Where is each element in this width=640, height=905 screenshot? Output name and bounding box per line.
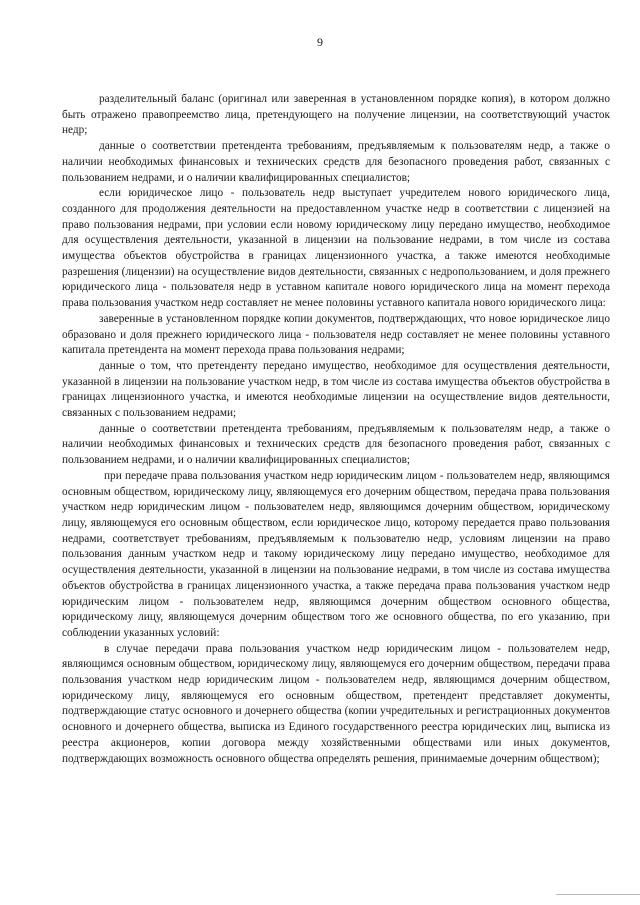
paragraph: данные о том, что претенденту передано имущество, необходимое для осуществления деятельности, указанной в лицензии на пользование участком недр, в том числе из состава имущества объектов обустройства в границах лицензионного участка, и имеются необходимые лицензии на осуществление видов деятельности, связанных с пользованием недрами; [62, 359, 610, 420]
scan-edge-line [556, 894, 640, 895]
document-body [62, 92, 610, 767]
paragraph: заверенные в установленном порядке копии документов, подтверждающих, что новое юридическое лицо образовано и доля прежнего юридического лица - пользователя недр составляет не менее половины уставного капитала претендента на момент перехода права пользования недрами; [62, 312, 610, 357]
paragraph: если юридическое лицо - пользователь недр выступает учредителем нового юридического лица, созданного для продолжения деятельности на предоставленном участке недр в соответствии с лицензией на право пользования недрами, при условии если новому юридическому лицу передано имущество, необходимое для осуществления деятельности, указанной в лицензии на пользование недрами, в том числе из состава имущества объектов обустройства в границах лицензионного участка, а также имеются необходимые разрешения (лицензии) на осуществление видов деятельности, связанных с недропользованием, и доля прежнего юридического лица - пользователя недр в уставном капитале нового юридического лица на момент перехода права пользования участком недр составляет не менее половины уставного капитала нового юридического лица: [62, 187, 610, 310]
paragraph: разделительный баланс (оригинал или заверенная в установленном порядке копия), в котором должно быть отражено правопреемство лица, претендующего на получение лицензии, на соответствующий участок недр; [62, 93, 610, 137]
page-number: 9 [317, 35, 323, 49]
paragraph: данные о соответствии претендента требованиям, предъявляемым к пользователям недр, а также о наличии необходимых финансовых и технических средств для безопасного проведения работ, связанных с пользованием недрами, и о наличии квалифицированных специалистов; [62, 422, 610, 467]
paragraph: в случае передачи права пользования участком недр юридическим лицом - пользователем недр, являющимся основным обществом, юридическому лицу, являющемуся его дочерним обществом, передачи права пользования участком недр юридическим лицом - пользователем недр, являющимся дочерним обществом, юридическому лицу, являющемуся его основным обществом, претендент представляет документы, подтверждающие статус основного и дочернего общества (копии учредительных и регистрационных документов основного и дочернего общества, выписка из Единого государственного реестра юридических лиц, выписка из реестра акционеров, копии договора между хозяйственными обществами или иных документов, подтверждающих возможность основного общества определять решения, принимаемые дочерним обществом); [62, 642, 610, 765]
paragraph: данные о соответствии претендента требованиям, предъявляемым к пользователям недр, а также о наличии необходимых финансовых и технических средств для безопасного проведения работ, связанных с пользованием недрами, и о наличии квалифицированных специалистов; [62, 140, 610, 184]
paragraph: при передаче права пользования участком недр юридическим лицом - пользователем недр, являющимся основным обществом, юридическому лицу, являющемуся его дочерним обществом, передача права пользования участком недр юридическим лицом - пользователем недр, являющимся дочерним обществом, юридическому лицу, являющемуся его основным обществом, если юридическое лицо, которому передается право пользования недрами, соответствует требованиям, предъявляемым к пользователю недр, условиям лицензии на право пользования данным участком недр и такому юридическому лицу передано имущество, необходимое для осуществления деятельности, указанной в лицензии на пользование недрами, в том числе из состава имущества объектов обустройства в границах лицензионного участка, а также передача права пользования участком недр юридическим лицом - пользователем недр, являющимся дочерним обществом основного общества, юридическому лицу, являющемуся дочерним обществом того же основного общества, по его указанию, при соблюдении указанных условий: [62, 469, 610, 639]
